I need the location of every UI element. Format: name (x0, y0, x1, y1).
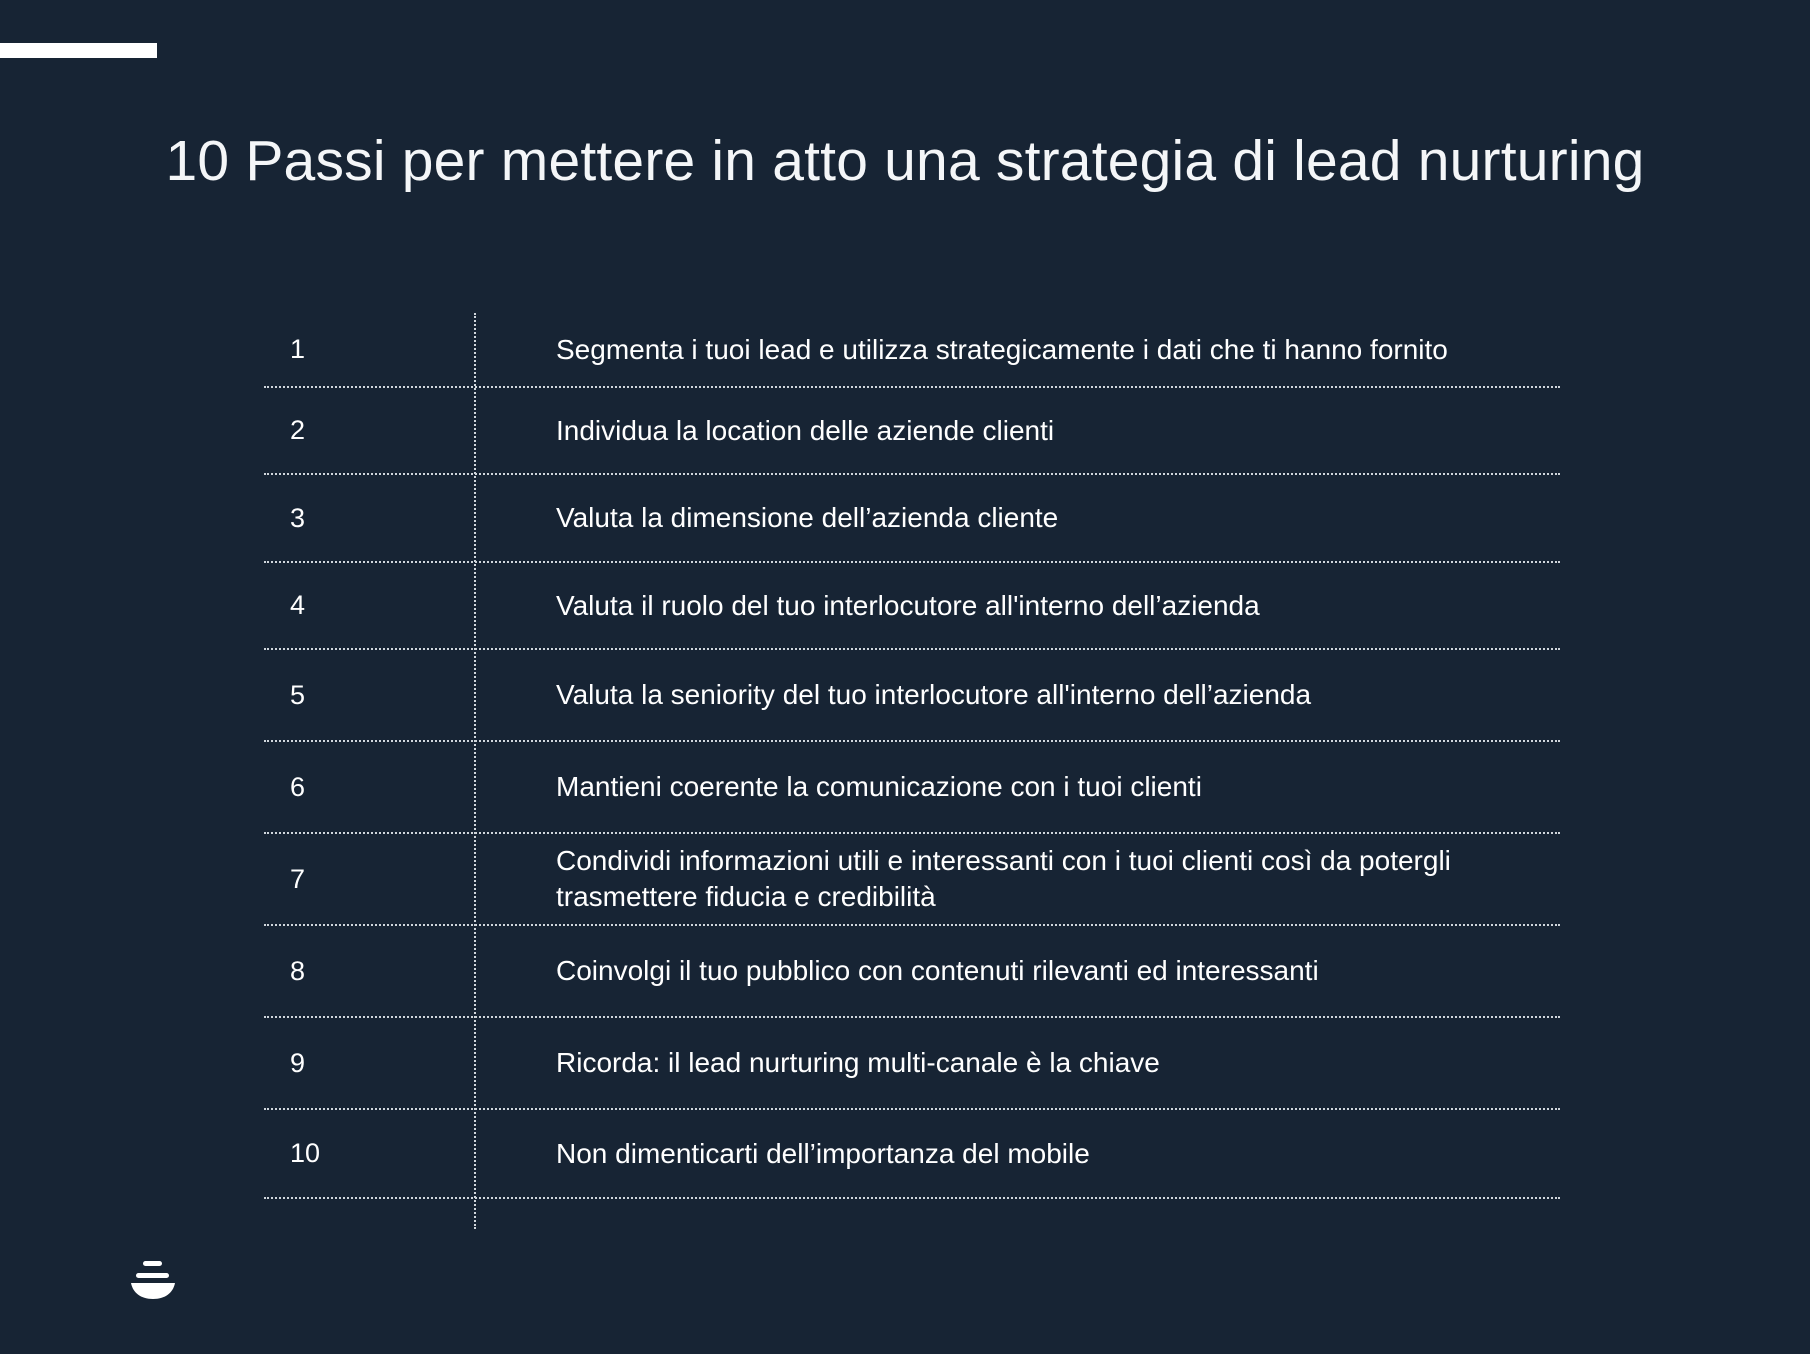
step-number: 9 (290, 1047, 306, 1078)
step-text: Segmenta i tuoi lead e utilizza strategicamente i dati che ti hanno fornito (556, 333, 1448, 365)
step-row-1 (264, 313, 1560, 388)
step-number: 8 (290, 955, 306, 986)
step-number: 4 (290, 590, 306, 620)
step-number: 6 (290, 771, 306, 802)
step-row-3 (264, 475, 1560, 563)
step-text: Valuta la dimensione dell’azienda cliente (556, 502, 1059, 533)
stacked-stones-logo-icon (130, 1259, 176, 1303)
step-text: Individua la location delle aziende clienti (556, 414, 1055, 446)
step-text: Valuta il ruolo del tuo interlocutore all'interno dell’azienda (556, 589, 1260, 621)
step-row-2 (264, 388, 1560, 475)
step-number: 3 (290, 502, 306, 533)
accent-bar (0, 43, 157, 58)
steps-table (264, 313, 1560, 1199)
step-text: Ricorda: il lead nurturing multi-canale è la chiave (556, 1047, 1160, 1078)
step-row-5 (264, 650, 1560, 742)
step-number: 7 (290, 863, 306, 894)
step-row-9 (264, 1018, 1560, 1110)
step-text: Non dimenticarti dell’importanza del mobile (556, 1137, 1090, 1169)
step-number: 2 (290, 415, 306, 445)
step-row-8 (264, 926, 1560, 1018)
step-text: Coinvolgi il tuo pubblico con contenuti rilevanti ed interessanti (556, 955, 1319, 986)
step-row-6 (264, 742, 1560, 834)
step-number: 5 (290, 679, 306, 710)
step-text: Valuta la seniority del tuo interlocutore all'interno dell’azienda (556, 679, 1312, 710)
step-text: Condividi informazioni utili e interessanti con i tuoi clienti così da potergli trasmettere fiducia e credibilità (556, 845, 1451, 912)
step-row-10 (264, 1110, 1560, 1199)
step-number: 1 (290, 334, 306, 364)
step-text: Mantieni coerente la comunicazione con i tuoi clienti (556, 771, 1202, 802)
step-row-7 (264, 834, 1560, 926)
step-row-4 (264, 563, 1560, 650)
step-number: 10 (290, 1138, 321, 1168)
column-divider (474, 313, 476, 1229)
page-title: 10 Passi per mettere in atto una strategia di lead nurturing (165, 129, 1645, 193)
